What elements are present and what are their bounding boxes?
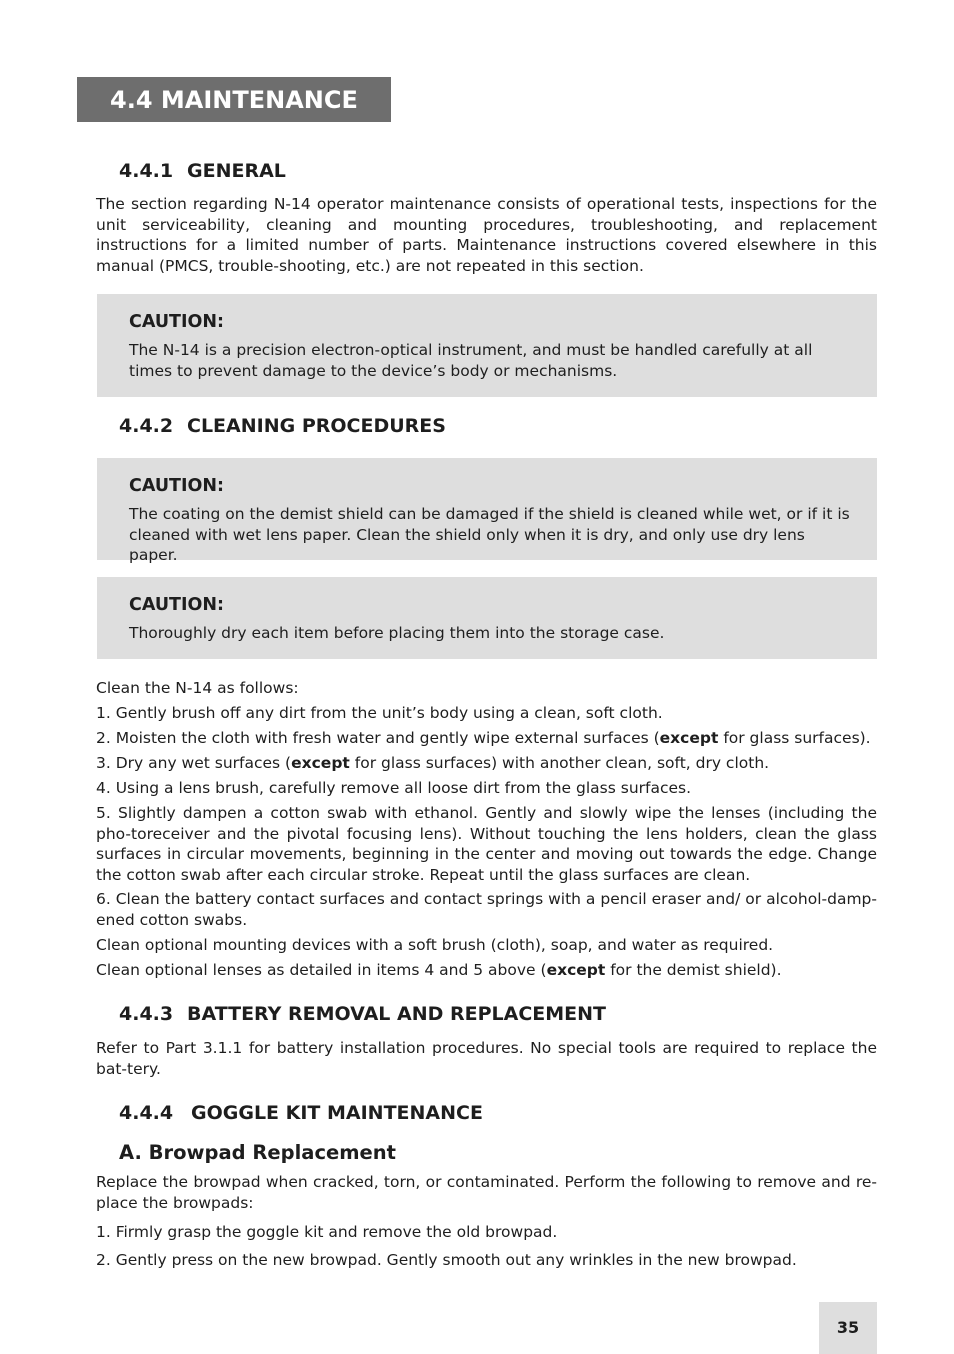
goggle-step-2: 2. Gently press on the new browpad. Gently smooth out any wrinkles in the new browpad. [96,1251,797,1269]
battery-paragraph: Refer to Part 3.1.1 for battery installation procedures. No special tools are required to replace the bat-tery. [96,1039,877,1078]
page-number: 35 [819,1302,877,1354]
cleaning-step-2: 2. Moisten the cloth with fresh water and gently wipe external surfaces (except for glass surfaces). [96,729,871,747]
cleaning-step-3: 3. Dry any wet surfaces (except for glass surfaces) with another clean, soft, dry cloth. [96,754,770,772]
heading-goggle [119,1101,483,1125]
emphasis-except: except [291,754,350,772]
heading-general-text: GENERAL [187,160,286,182]
goggle-step-1: 1. Firmly grasp the goggle kit and remove the old browpad. [96,1223,558,1241]
caution-text: The coating on the demist shield can be damaged if the shield is cleaned while wet, or if it is cleaned with wet lens paper. Clean the shield only when it is dry, and only use dry lens paper. [129,505,850,565]
caution-text: Thoroughly dry each item before placing them into the storage case. [129,624,665,642]
caution-title: CAUTION: [129,476,225,496]
heading-cleaning-number: 4.4.2 [119,415,174,437]
heading-general-number: 4.4.1 [119,160,174,182]
heading-battery-text: BATTERY REMOVAL AND REPLACEMENT [187,1003,607,1025]
cleaning-step-5: 5. Slightly dampen a cotton swab with ethanol. Gently and slowly wipe the lenses (including the pho-toreceiver and the pivotal focusing lens). Without touching the lens holders, clean the glass surfaces in circular movements, beginning in the center and moving out towards the edge. Change the cotton swab after each circular stroke. Repeat until the glass surfaces are clean. [96,804,877,884]
cleaning-lenses: Clean optional lenses as detailed in items 4 and 5 above (except for the demist shield). [96,961,782,979]
cleaning-step-6: 6. Clean the battery contact surfaces and contact springs with a pencil eraser and/ or alcohol-damp-ened cotton swabs. [96,890,877,929]
heading-battery [119,1002,606,1026]
heading-cleaning-text: CLEANING PROCEDURES [187,415,446,437]
caution-title: CAUTION: [129,595,225,615]
section-title: 4.4 MAINTENANCE [77,77,391,122]
subheading-browpad: A. Browpad Replacement [119,1141,396,1164]
heading-goggle-number: 4.4.4 [119,1102,174,1124]
cleaning-intro: Clean the N-14 as follows: [96,679,299,697]
emphasis-except: except [659,729,719,747]
caution-title: CAUTION: [129,312,225,332]
goggle-paragraph: Replace the browpad when cracked, torn, or contaminated. Perform the following to remove and re-place the browpads: [96,1173,877,1212]
emphasis-except: except [546,961,606,979]
heading-goggle-text: GOGGLE KIT MAINTENANCE [191,1102,483,1124]
caution-box-demist [97,458,877,565]
cleaning-step-1: 1. Gently brush off any dirt from the unit’s body using a clean, soft cloth. [96,704,663,722]
heading-general [119,159,286,183]
heading-cleaning [119,414,446,438]
cleaning-step-4: 4. Using a lens brush, carefully remove all loose dirt from the glass surfaces. [96,779,692,797]
caution-box-dry [97,577,877,659]
general-paragraph: The section regarding N-14 operator maintenance consists of operational tests, inspections for the unit serviceability, cleaning and mounting procedures, troubleshooting, and replacement instructions for a limited number of parts. Maintenance instructions covered elsewhere in this manual (PMCS, trouble-shooting, etc.) are not repeated in this section. [96,195,877,275]
heading-battery-number: 4.4.3 [119,1003,174,1025]
caution-text: The N-14 is a precision electron-optical instrument, and must be handled carefully at all times to prevent damage to the device’s body or mechanisms. [129,341,813,380]
caution-box-general [97,294,877,397]
cleaning-mounting: Clean optional mounting devices with a soft brush (cloth), soap, and water as required. [96,936,774,954]
